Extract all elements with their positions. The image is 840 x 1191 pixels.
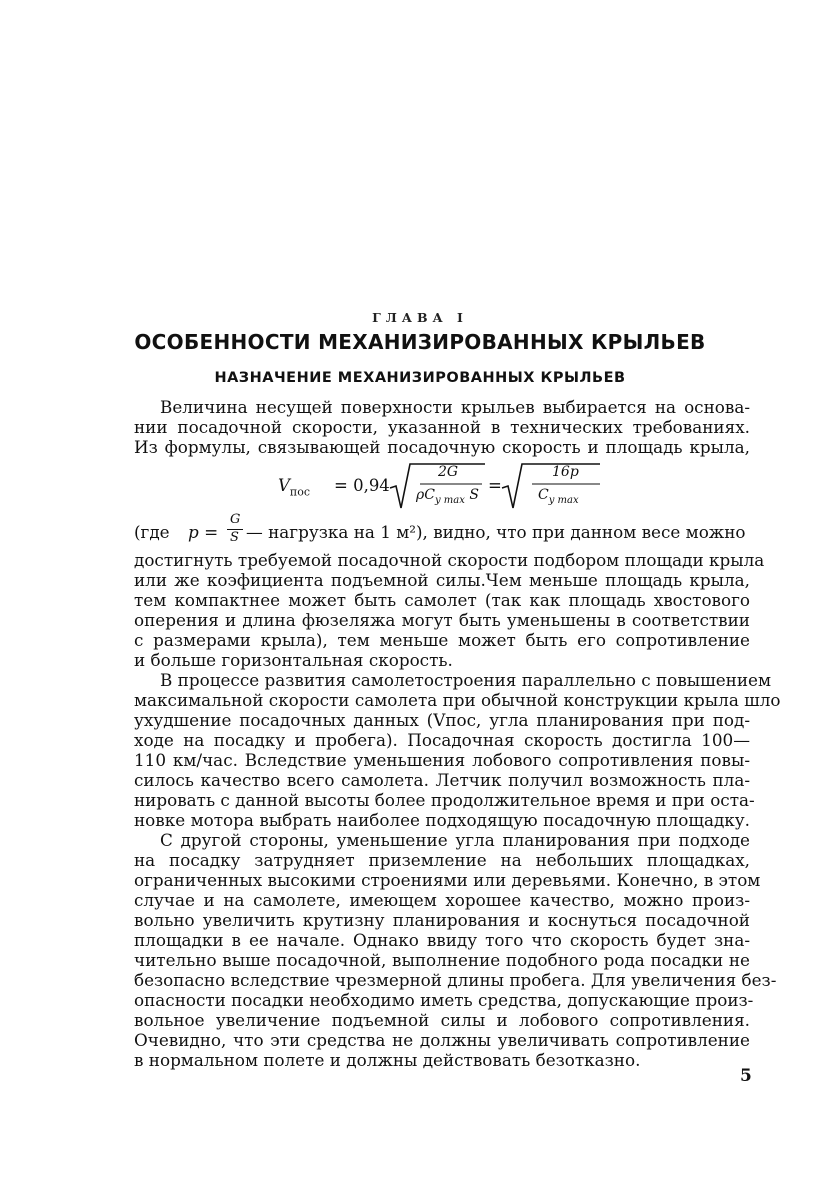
- chapter-title: ОСОБЕННОСТИ МЕХАНИЗИРОВАННЫХ КРЫЛЬЕВ: [134, 330, 706, 354]
- formula-coefficient: = 0,94: [334, 476, 390, 495]
- text-line: опасности посадки необходимо иметь средства, допускающие произ-: [134, 990, 754, 1010]
- text-line: в нормальном полете и должны действовать безотказно.: [134, 1050, 641, 1070]
- text-line: Величина несущей поверхности крыльев выбирается на основа-: [160, 397, 750, 417]
- where-line: [134, 512, 750, 550]
- text-line: новке мотора выбрать наиболее подходящую посадочную площадку.: [134, 810, 750, 830]
- where-open: (где: [134, 522, 170, 542]
- text-line: случае и на самолете, имеющем хорошее качество, можно произ-: [134, 890, 750, 910]
- text-line: с размерами крыла), тем меньше может быть его сопротивление: [134, 630, 750, 650]
- text-line: чительно выше посадочной, выполнение подобного рода посадки не: [134, 950, 750, 970]
- text-line: Из формулы, связывающей посадочную скорость и площадь крыла,: [134, 437, 750, 457]
- formula-equals: =: [488, 476, 502, 495]
- where-frac-num: G: [230, 512, 241, 527]
- text-line: оперения и длина фюзеляжа могут быть уменьшены в соответствии: [134, 610, 750, 630]
- where-text: — нагрузка на 1 м²), видно, что при данном весе можно: [246, 522, 746, 542]
- text-line: и больше горизонтальная скорость.: [134, 650, 453, 670]
- text-line: вольное увеличение подъемной силы и лобового сопротивления.: [134, 1010, 750, 1030]
- formula-numerator-2: 16p: [552, 464, 579, 480]
- text-line: С другой стороны, уменьшение угла планирования при подходе: [160, 830, 750, 850]
- text-line: 110 км/час. Вследствие уменьшения лобового сопротивления повы-: [134, 750, 750, 770]
- text-line: тем компактнее может быть самолет (так как площадь хвостового: [134, 590, 750, 610]
- text-line: ограниченных высокими строениями или деревьями. Конечно, в этом: [134, 870, 761, 890]
- text-line: нировать с данной высоты более продолжительное время и при оста-: [134, 790, 755, 810]
- text-line: достигнуть требуемой посадочной скорости подбором площади крыла: [134, 550, 765, 570]
- text-line: площадки в ее начале. Однако ввиду того что скорость будет зна-: [134, 930, 750, 950]
- text-line: ходе на посадку и пробега). Посадочная скорость достигла 100—: [134, 730, 750, 750]
- text-line: максимальной скорости самолета при обычной конструкции крыла шло: [134, 690, 781, 710]
- text-line: безопасно вследствие чрезмерной длины пробега. Для увеличения без-: [134, 970, 777, 990]
- where-frac-den: S: [230, 530, 239, 545]
- text-line: ухудшение посадочных данных (Vпос, угла планирования при под-: [134, 710, 750, 730]
- formula-denominator-2: $C_{y max}$: [538, 487, 579, 506]
- text-line: силось качество всего самолета. Летчик получил возможность пла-: [134, 770, 750, 790]
- text-line: на посадку затрудняет приземление на небольших площадках,: [134, 850, 750, 870]
- chapter-label: ГЛАВА I: [372, 310, 468, 325]
- where-var: p =: [188, 522, 219, 542]
- text-line: вольно увеличить крутизну планирования и коснуться посадочной: [134, 910, 750, 930]
- text-line: нии посадочной скорости, указанной в технических требованиях.: [134, 417, 750, 437]
- formula-lhs: $V_{пос}$: [278, 476, 311, 499]
- section-title: НАЗНАЧЕНИЕ МЕХАНИЗИРОВАННЫХ КРЫЛЬЕВ: [214, 370, 626, 386]
- text-line: или же коэфициента подъемной силы.Чем меньше площадь крыла,: [134, 570, 750, 590]
- landing-speed-formula: [270, 460, 610, 512]
- formula-numerator-1: 2G: [438, 464, 459, 480]
- formula-denominator-1: $\rho C_{y max}$ S: [416, 487, 479, 506]
- text-line: В процессе развития самолетостроения параллельно с повышением: [160, 670, 772, 690]
- page-number: 5: [740, 1066, 752, 1086]
- text-line: Очевидно, что эти средства не должны увеличивать сопротивление: [134, 1030, 750, 1050]
